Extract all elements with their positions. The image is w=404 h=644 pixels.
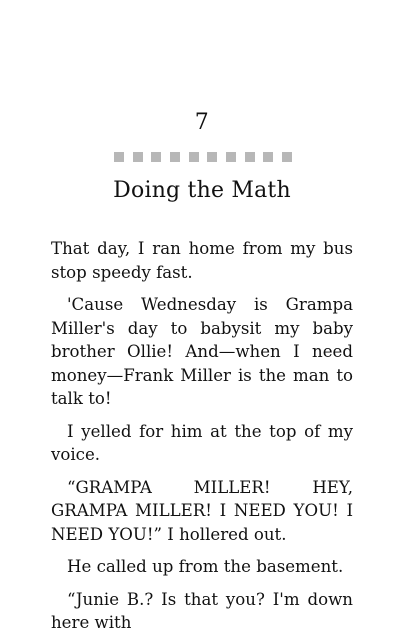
ornament-square — [282, 152, 292, 162]
ornament-square — [245, 152, 255, 162]
ornament-square — [207, 152, 217, 162]
ornament-square — [133, 152, 143, 162]
body-text — [51, 237, 353, 644]
paragraph: “GRAMPA MILLER! HEY, GRAMPA MILLER! I NEED YOU! I NEED YOU!” I hollered out. — [51, 477, 353, 544]
paragraph: 'Cause Wednesday is Grampa Miller's day to babysit my baby brother Ollie! And—when I need money—Frank Miller is the man to talk to! — [51, 295, 353, 408]
paragraph: I yelled for him at the top of my voice. — [51, 421, 353, 464]
ornament-square — [226, 152, 236, 162]
ornament-square — [263, 152, 273, 162]
ornament-square — [189, 152, 199, 162]
chapter-title: Doing the Math — [113, 178, 291, 203]
paragraph: He called up from the basement. — [67, 557, 344, 576]
ornament-square — [114, 152, 124, 162]
ornament-square — [151, 152, 161, 162]
chapter-ornament — [114, 152, 292, 162]
paragraph: That day, I ran home from my bus stop speedy fast. — [51, 239, 353, 282]
chapter-number: 7 — [194, 110, 210, 135]
paragraph: “Junie B.? Is that you? I'm down here with — [51, 589, 353, 632]
ornament-square — [170, 152, 180, 162]
